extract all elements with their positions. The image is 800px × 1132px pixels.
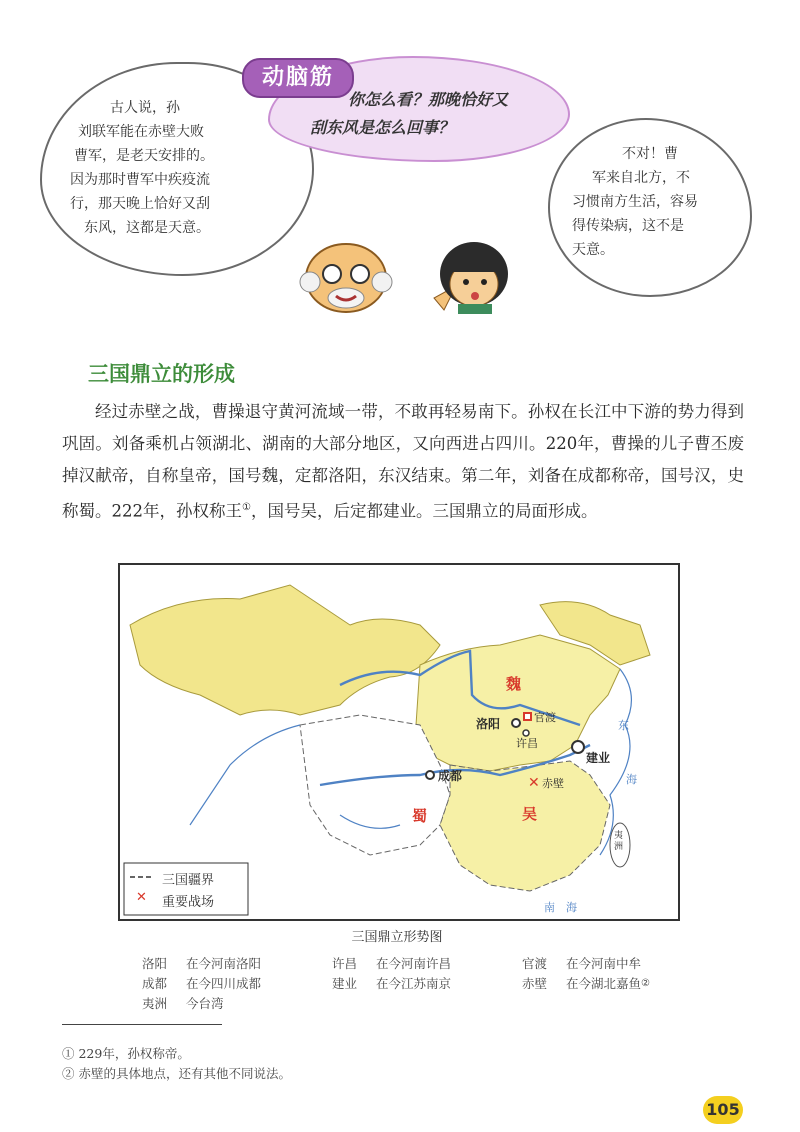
city-marker-jianye bbox=[572, 741, 584, 753]
footnote: ① 229年，孙权称帝。 bbox=[62, 1046, 190, 1061]
old-man-illustration bbox=[296, 238, 396, 314]
speech-line: 东风，这都是天意。 bbox=[84, 220, 210, 236]
question-line: 刮东风是怎么回事？ bbox=[310, 118, 455, 137]
speech-line: 得传染病，这不是 bbox=[572, 218, 684, 234]
city-label-chibi: 赤壁 bbox=[542, 777, 564, 790]
note-desc: 在今湖北嘉鱼 bbox=[566, 976, 642, 991]
three-kingdoms-map bbox=[118, 563, 680, 921]
footnotes bbox=[62, 1044, 291, 1084]
legend-border-label: 三国疆界 bbox=[162, 873, 215, 888]
note-place: 洛阳 bbox=[142, 956, 168, 971]
girl-illustration bbox=[414, 238, 514, 314]
note-desc: 在今江苏南京 bbox=[376, 976, 452, 991]
speech-line: 因为那时曹军中疾疫流 bbox=[70, 172, 210, 188]
speech-line: 不对！曹 bbox=[622, 146, 678, 162]
footnote-divider bbox=[62, 1024, 222, 1025]
note-place: 官渡 bbox=[522, 956, 548, 971]
note-row bbox=[142, 974, 712, 994]
kingdom-label-shu: 蜀 bbox=[412, 807, 428, 825]
note-desc: 在今河南许昌 bbox=[376, 956, 452, 971]
section-paragraph bbox=[62, 396, 744, 528]
kingdom-label-wu: 吴 bbox=[522, 805, 538, 823]
map-svg bbox=[120, 565, 678, 919]
city-label-jianye: 建业 bbox=[586, 751, 611, 765]
legend-battle-label: 重要战场 bbox=[162, 895, 215, 910]
note-row bbox=[142, 954, 712, 974]
city-label-guandu: 官渡 bbox=[534, 711, 556, 724]
section-title: 三国鼎立的形成 bbox=[88, 362, 235, 386]
footnote: ② 赤壁的具体地点，还有其他不同说法。 bbox=[62, 1066, 291, 1081]
sea-label-east: 海 bbox=[626, 773, 637, 786]
city-label-xuchang: 许昌 bbox=[516, 737, 538, 750]
speech-line: 曹军，是老天安排的。 bbox=[74, 148, 214, 164]
speech-line: 习惯南方生活，容易 bbox=[572, 194, 698, 210]
note-place: 成都 bbox=[142, 976, 168, 991]
speech-line: 军来自北方，不 bbox=[592, 170, 690, 186]
footnote-ref[interactable]: ① bbox=[242, 502, 251, 513]
kingdom-label-wei: 魏 bbox=[506, 675, 522, 693]
speech-line: 天意。 bbox=[572, 242, 614, 258]
right-speech-text bbox=[572, 142, 742, 262]
question-line: 你怎么看？那晚恰好又 bbox=[348, 90, 509, 109]
city-label-luoyang: 洛阳 bbox=[476, 717, 501, 731]
city-marker-guandu bbox=[524, 713, 531, 720]
note-desc: 在今四川成都 bbox=[186, 976, 262, 991]
city-marker-luoyang bbox=[512, 719, 520, 727]
note-place: 建业 bbox=[332, 976, 358, 991]
paragraph-text: 经过赤壁之战，曹操退守黄河流域一带，不敢再轻易南下。孙权在长江中下游的势力得到巩固。刘备乘机占领湖北、湖南的大部分地区，又向西进占四川。220年，曹操的儿子曹丕废掉汉献帝，自称皇帝，国号魏，定都洛阳，东汉结束。第二年，刘备在成都称帝，国号汉，史称蜀。222年，孙权称王 bbox=[62, 402, 744, 521]
left-speech-text bbox=[70, 96, 300, 240]
question-text bbox=[310, 86, 508, 142]
page-number: 105 bbox=[703, 1096, 743, 1124]
brainstorm-badge: 动脑筋 bbox=[242, 58, 354, 98]
city-label-chengdu: 成都 bbox=[438, 769, 463, 783]
note-desc: 在今河南中牟 bbox=[566, 956, 642, 971]
speech-line: 刘联军能在赤壁大败 bbox=[78, 124, 204, 140]
note-place: 许昌 bbox=[332, 956, 358, 971]
sea-label-east: 东 bbox=[618, 719, 629, 732]
note-row bbox=[142, 994, 712, 1014]
paragraph-text: ，国号吴，后定都建业。三国鼎立的局面形成。 bbox=[250, 501, 598, 521]
map-caption: 三国鼎立形势图 bbox=[351, 930, 443, 945]
sea-label-south: 南 bbox=[544, 901, 555, 914]
note-desc: 在今河南洛阳 bbox=[186, 956, 262, 971]
battle-marker-chibi: ✕ bbox=[528, 774, 540, 790]
city-marker-chengdu bbox=[426, 771, 434, 779]
place-notes bbox=[142, 954, 712, 1014]
speech-line: 行，那天晚上恰好又刮 bbox=[70, 196, 210, 212]
note-place: 赤壁 bbox=[522, 976, 548, 991]
svg-text:✕: ✕ bbox=[136, 889, 147, 904]
note-place: 夷洲 bbox=[142, 996, 168, 1011]
speech-line: 古人说，孙 bbox=[110, 100, 180, 116]
sea-label-south: 海 bbox=[566, 901, 577, 914]
island-label bbox=[614, 831, 623, 853]
island-label-char: 夷 bbox=[614, 831, 624, 841]
island-label-char: 洲 bbox=[614, 842, 624, 852]
footnote-ref[interactable]: ② bbox=[641, 978, 650, 989]
note-desc: 今台湾 bbox=[186, 996, 224, 1011]
